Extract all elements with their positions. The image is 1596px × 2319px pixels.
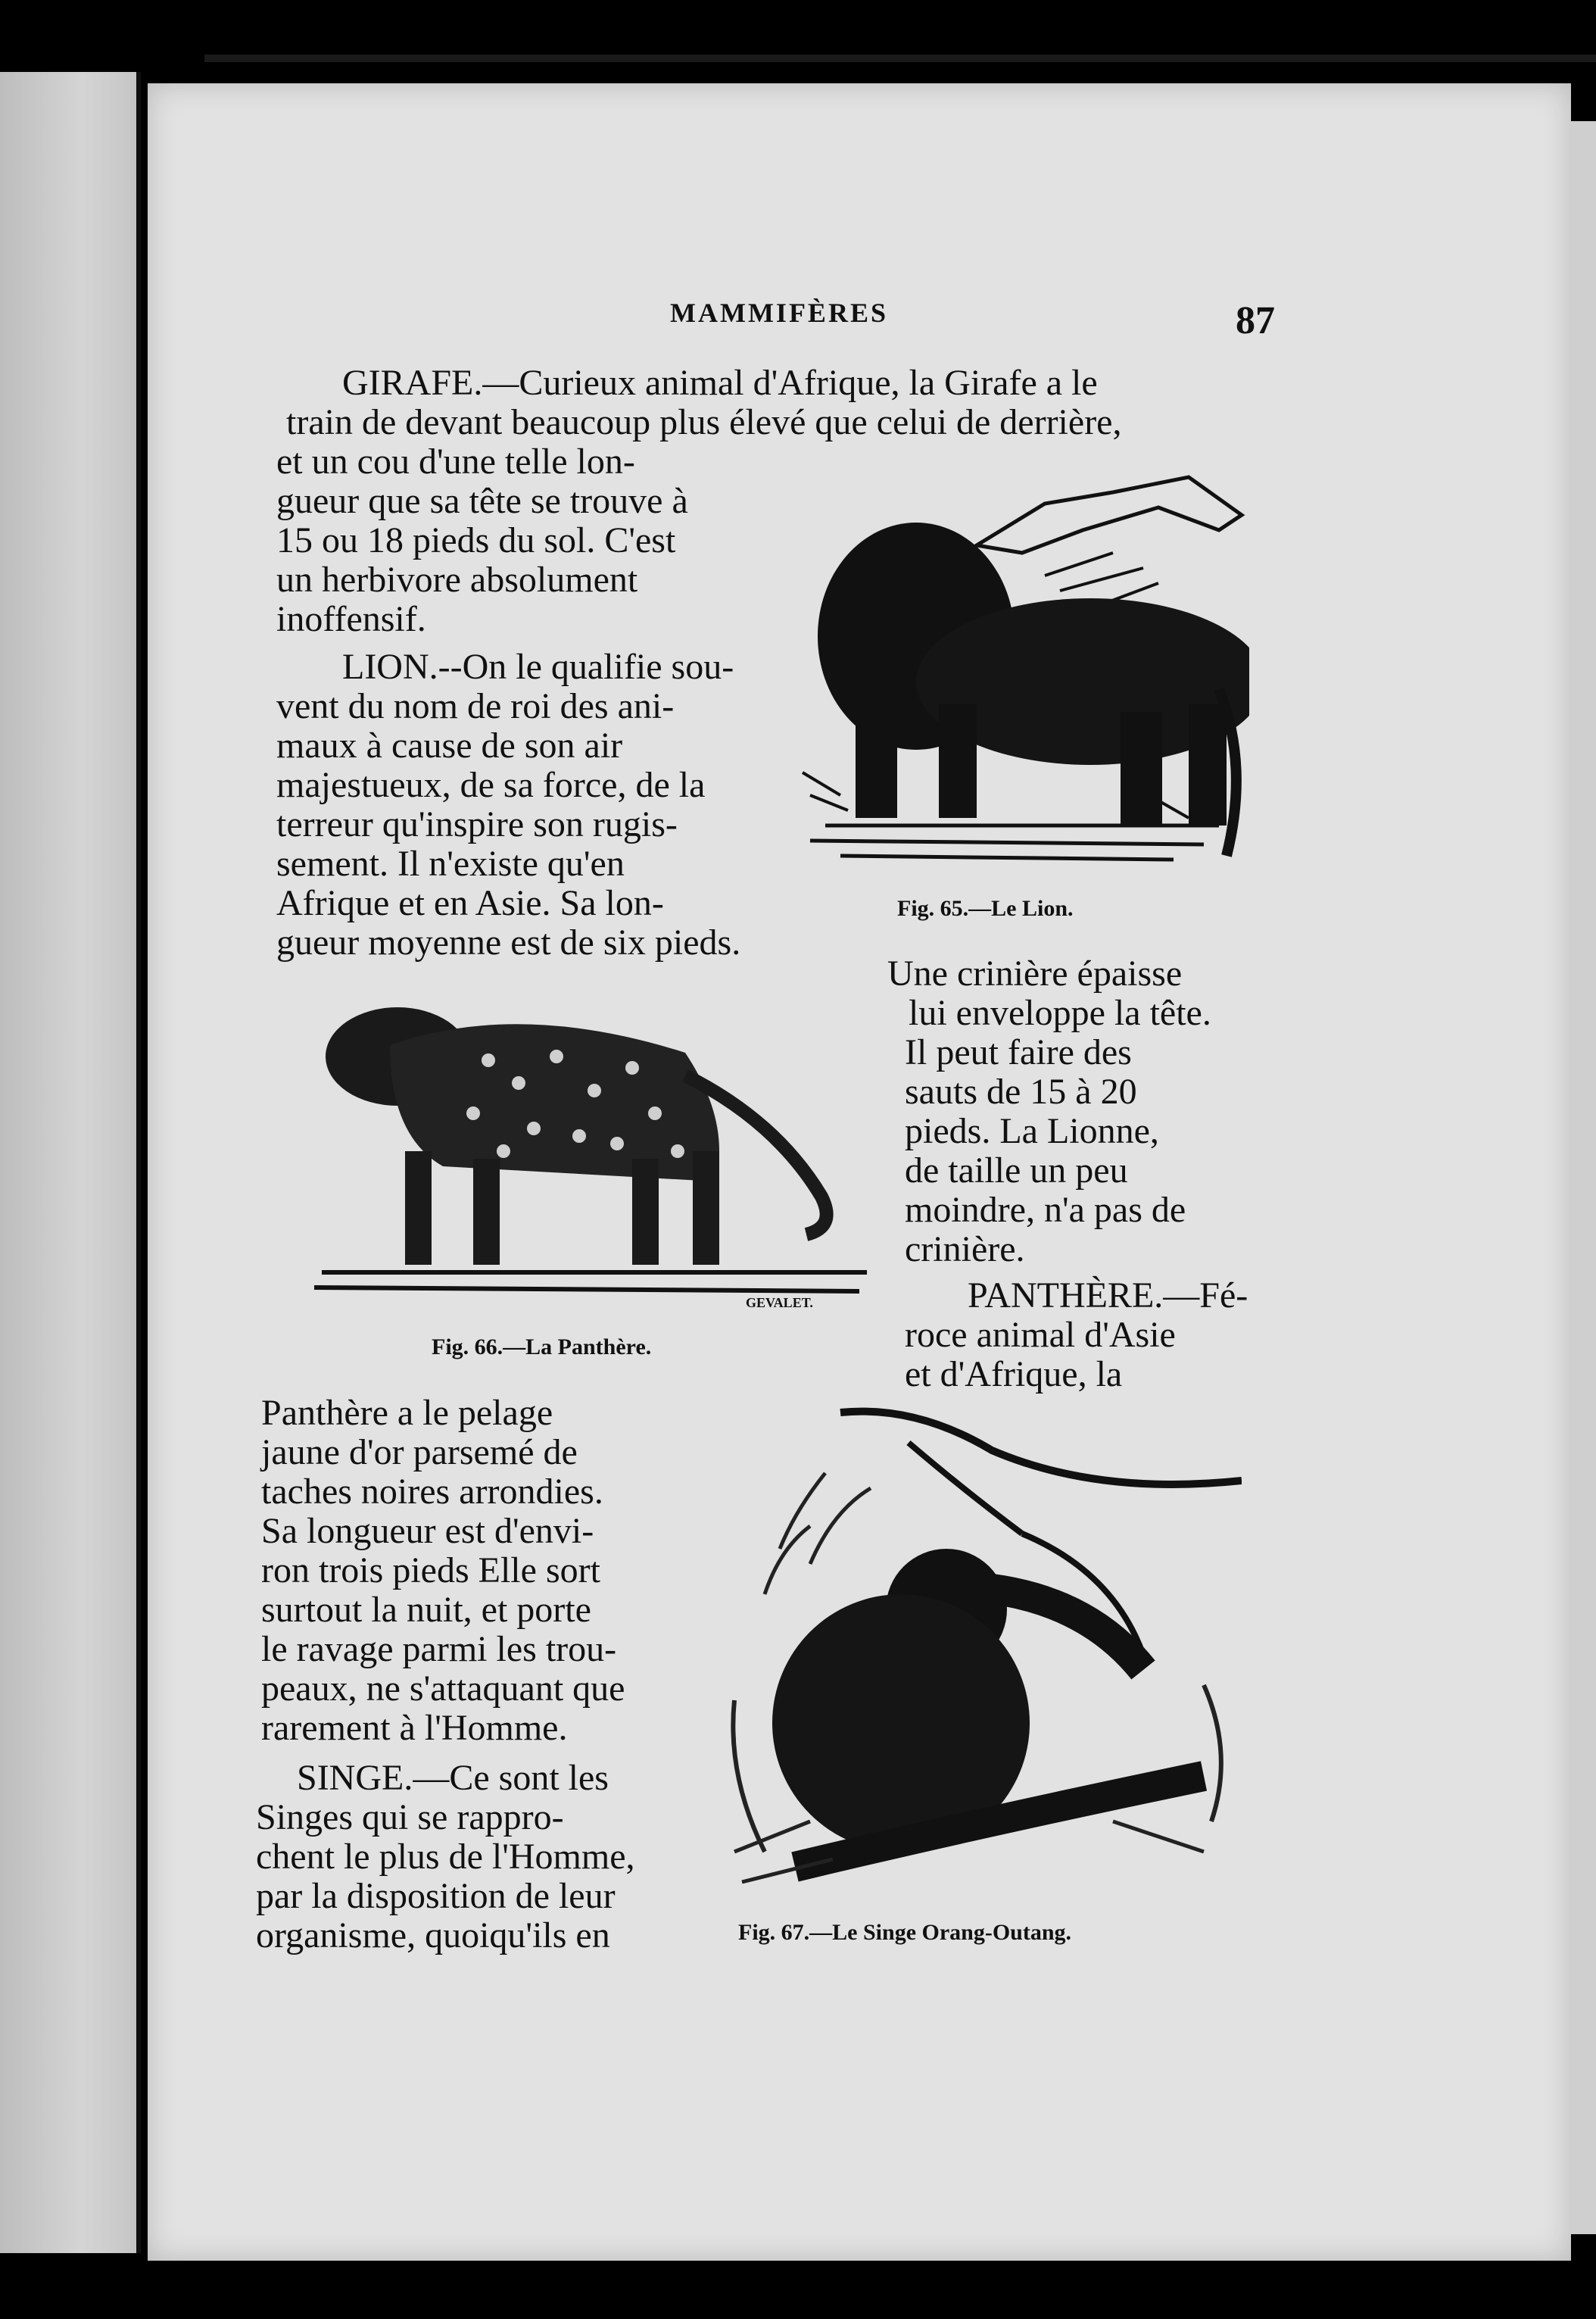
page-number: 87 (1236, 299, 1275, 342)
facing-page-edge (0, 72, 141, 2253)
lion-cont-line-3: Il peut faire des (905, 1032, 1132, 1072)
engraver-signature: GEVALET. (746, 1295, 813, 1310)
panthere-cont-line-5: ron trois pieds Elle sort (261, 1550, 600, 1590)
panthere-cont-line-1: Panthère a le pelage (261, 1393, 553, 1433)
lion-line-1: LION.--On le qualifie sou- (342, 647, 734, 687)
lion-line-6: sement. Il n'existe qu'en (276, 844, 625, 884)
panthere-cont-line-6: surtout la nuit, et porte (261, 1590, 591, 1630)
lion-line-5: terreur qu'inspire son rugis- (276, 804, 678, 844)
girafe-line-6: un herbivore absolument (276, 560, 638, 600)
lion-line-2: vent du nom de roi des ani- (276, 686, 675, 726)
singe-line-1: SINGE.—Ce sont les (297, 1758, 609, 1798)
page-edge-right (1571, 121, 1596, 2234)
panther-engraving-icon (291, 985, 882, 1318)
panthere-line-2: roce animal d'Asie (905, 1315, 1176, 1355)
girafe-line-2: train de devant beaucoup plus élevé que celui de derrière, (286, 402, 1122, 442)
lion-cont-line-6: de taille un peu (905, 1150, 1128, 1191)
orangutan-illustration (719, 1397, 1242, 1912)
figure-caption-66: Fig. 66.—La Panthère. (432, 1334, 652, 1359)
girafe-term: GIRAFE. (342, 363, 483, 403)
girafe-line-1: GIRAFE.—Curieux animal d'Afrique, la Girafe a le (342, 363, 1098, 403)
lion-line-8: gueur moyenne est de six pieds. (276, 922, 741, 963)
figure-caption-67: Fig. 67.—Le Singe Orang-Outang. (738, 1920, 1072, 1945)
lion-line-3: maux à cause de son air (276, 726, 623, 766)
lion-cont-line-8: crinière. (905, 1229, 1025, 1269)
lion-term: LION. (342, 647, 438, 687)
girafe-line-5: 15 ou 18 pieds du sol. C'est (276, 520, 676, 560)
orangutan-engraving-icon (719, 1397, 1242, 1912)
panthere-cont-line-2: jaune d'or parsemé de (261, 1432, 578, 1472)
lion-illustration (795, 462, 1249, 875)
girafe-line-4: gueur que sa tête se trouve à (276, 481, 688, 521)
lion-engraving-icon (795, 462, 1249, 875)
lion-cont-line-5: pieds. La Lionne, (905, 1111, 1159, 1151)
lion-cont-line-4: sauts de 15 à 20 (905, 1072, 1137, 1112)
lion-line-7: Afrique et en Asie. Sa lon- (276, 883, 664, 923)
panthere-line-3: et d'Afrique, la (905, 1354, 1123, 1394)
lion-line-4: majestueux, de sa force, de la (276, 765, 706, 805)
running-title: MAMMIFÈRES (670, 298, 888, 328)
figure-caption-65: Fig. 65.—Le Lion. (897, 896, 1074, 921)
top-edge-shadow (204, 55, 1596, 62)
panthere-line-1: PANTHÈRE.—Fé- (968, 1275, 1248, 1316)
panthere-cont-line-3: taches noires arrondies. (261, 1472, 603, 1512)
singe-term: SINGE. (297, 1758, 413, 1798)
lion-cont-line-7: moindre, n'a pas de (905, 1190, 1186, 1230)
singe-line-2: Singes qui se rappro- (256, 1797, 564, 1837)
singe-line-5: organisme, quoiqu'ils en (256, 1915, 610, 1955)
panthere-cont-line-7: le ravage parmi les trou- (261, 1629, 617, 1669)
girafe-line-7: inoffensif. (276, 599, 426, 639)
lion-cont-line-2: lui enveloppe la tête. (909, 993, 1211, 1033)
panthere-cont-line-4: Sa longueur est d'envi- (261, 1511, 594, 1551)
panthere-cont-line-8: peaux, ne s'attaquant que (261, 1668, 625, 1709)
singe-line-3: chent le plus de l'Homme, (256, 1837, 635, 1877)
girafe-line-3: et un cou d'une telle lon- (276, 442, 635, 482)
panther-illustration (291, 985, 882, 1318)
panthere-cont-line-9: rarement à l'Homme. (261, 1708, 568, 1748)
singe-line-4: par la disposition de leur (256, 1876, 616, 1916)
panthere-term: PANTHÈRE. (968, 1275, 1164, 1316)
lion-cont-line-1: Une crinière épaisse (887, 954, 1183, 994)
